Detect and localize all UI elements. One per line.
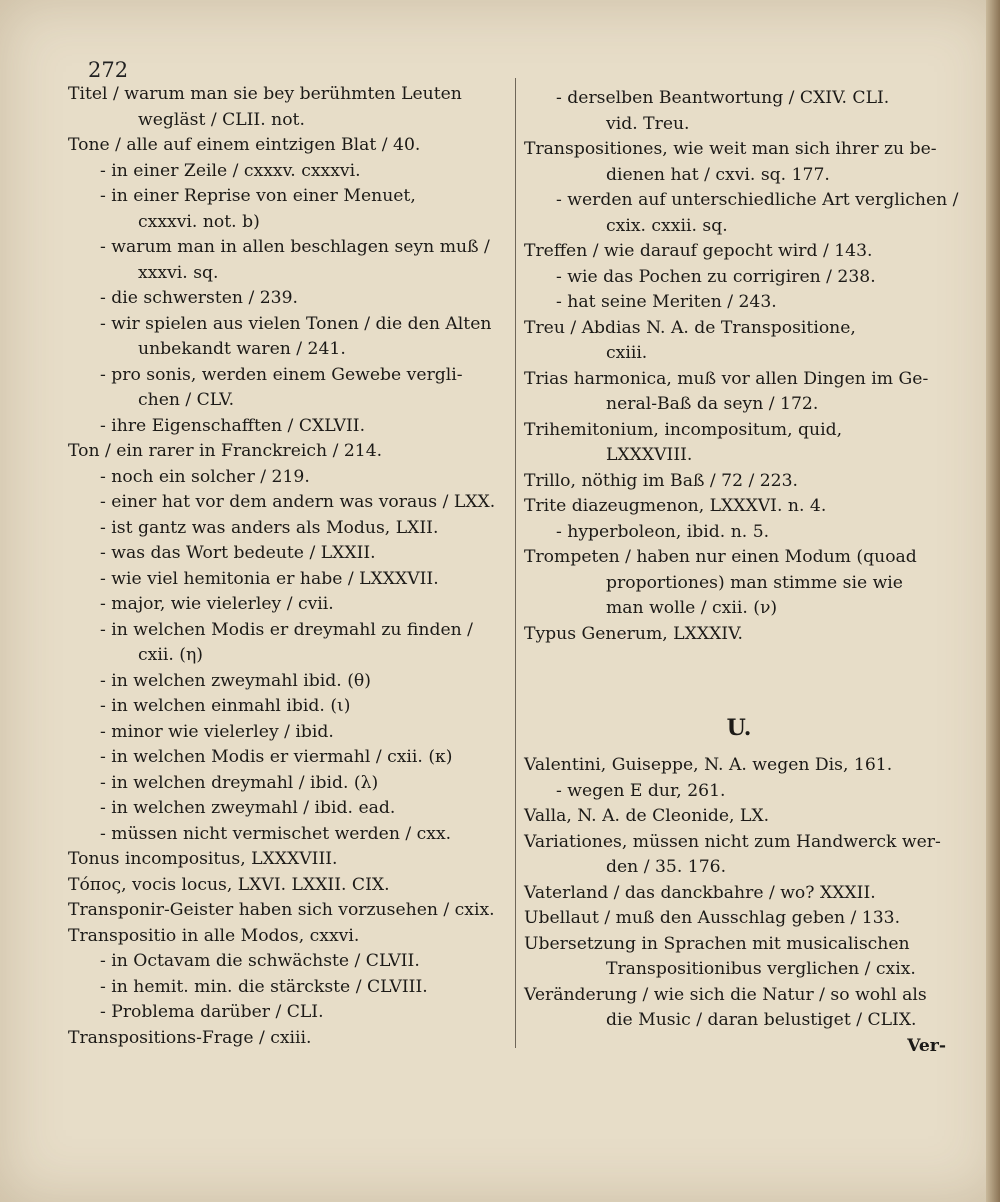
index-entry: - in hemit. min. die stärckste / CLVIII. <box>100 976 428 997</box>
index-entry: cxiii. <box>606 343 648 363</box>
index-entry: - derselben Beantwortung / CXIV. CLI. <box>556 88 890 108</box>
index-entry: unbekandt waren / 241. <box>138 339 346 359</box>
index-entry: Variationes, müssen nicht zum Handwerck wer- <box>524 831 941 852</box>
index-entry: - die schwersten / 239. <box>100 288 298 308</box>
index-entry: xxxvi. sq. <box>138 262 219 283</box>
index-entry: Treffen / wie darauf gepocht wird / 143. <box>524 241 873 261</box>
index-entry: - major, wie vielerley / cvii. <box>100 594 334 614</box>
index-entry: Ton / ein rarer in Franckreich / 214. <box>68 441 383 461</box>
index-entry: den / 35. 176. <box>606 857 727 877</box>
index-entry: - hyperboleon, ibid. n. 5. <box>556 521 770 542</box>
index-entry: - in welchen einmahl ibid. (ι) <box>100 696 351 716</box>
index-entry: - noch ein solcher / 219. <box>100 466 310 487</box>
index-entry: Transpositio in alle Modos, cxxvi. <box>68 925 360 946</box>
index-entry: - was das Wort bedeute / LXXII. <box>100 543 376 563</box>
index-entry: - wie das Pochen zu corrigiren / 238. <box>556 266 876 287</box>
left-column <box>68 82 518 1051</box>
index-entry: neral-Baß da seyn / 172. <box>606 394 819 414</box>
index-entry: Trihemitonium, incompositum, quid, <box>524 419 843 440</box>
index-entry: - ihre Eigenschafften / CXLVII. <box>100 415 366 436</box>
index-entry: - in welchen zweymahl ibid. (θ) <box>100 670 371 691</box>
index-entry: wegläst / CLII. not. <box>138 109 305 130</box>
index-entry: Trillo, nöthig im Baß / 72 / 223. <box>524 470 798 491</box>
index-entry: - warum man in allen beschlagen seyn muß / <box>100 237 490 257</box>
index-entry: - einer hat vor dem andern was voraus / LXX. <box>100 492 496 512</box>
index-entry: - wir spielen aus vielen Tonen / die den Alten <box>100 313 492 334</box>
index-entry: - in Octavam die schwächste / CLVII. <box>100 951 420 971</box>
page-number: 272 <box>88 58 129 82</box>
index-entry: Valentini, Guiseppe, N. A. wegen Dis, 161. <box>524 755 893 775</box>
index-entry: vid. Treu. <box>606 113 690 134</box>
index-entry: die Music / daran belustiget / CLIX. <box>606 1010 917 1030</box>
index-entry: - in welchen dreymahl / ibid. (λ) <box>100 772 379 793</box>
index-entry: Tone / alle auf einem eintzigen Blat / 40. <box>68 135 421 155</box>
index-entry: Trompeten / haben nur einen Modum (quoad <box>524 547 917 567</box>
index-entry: chen / CLV. <box>138 390 235 410</box>
index-entry: dienen hat / cxvi. sq. 177. <box>606 164 830 185</box>
index-entry: Transpositions-Frage / cxiii. <box>68 1027 312 1048</box>
index-entry: - minor wie vielerley / ibid. <box>100 721 334 742</box>
index-entry: - in einer Zeile / cxxxv. cxxxvi. <box>100 160 361 181</box>
right-column <box>524 86 959 1056</box>
index-entry: Transponir-Geister haben sich vorzusehen / cxix. <box>68 900 495 920</box>
index-entry: - wegen E dur, 261. <box>556 780 726 801</box>
index-entry: Ubersetzung in Sprachen mit musicalischen <box>524 933 910 954</box>
section-letter: U. <box>726 715 752 741</box>
page-edge <box>986 0 1000 1202</box>
index-entry: - in einer Reprise von einer Menuet, <box>100 186 416 206</box>
index-entry: Titel / warum man sie bey berühmten Leuten <box>68 84 462 104</box>
index-entry: cxxxvi. not. b) <box>138 211 260 232</box>
index-entry: Trite diazeugmenon, LXXXVI. n. 4. <box>524 496 827 516</box>
index-entry: - müssen nicht vermischet werden / cxx. <box>100 823 452 844</box>
index-entry: Τόπος, vocis locus, LXVI. LXXII. CIX. <box>68 874 390 895</box>
index-entry: - wie viel hemitonia er habe / LXXXVII. <box>100 568 439 589</box>
index-entry: - werden auf unterschiedliche Art verglichen / <box>556 190 959 210</box>
index-entry: - Problema darüber / CLI. <box>100 1002 324 1022</box>
index-entry: man wolle / cxii. (ν) <box>606 598 778 618</box>
index-entry: Vaterland / das danckbahre / wo? XXXII. <box>524 882 876 903</box>
index-entry: - pro sonis, werden einem Gewebe vergli- <box>100 364 463 385</box>
index-entry: Transpositionibus verglichen / cxix. <box>606 959 916 979</box>
index-entry: Tonus incompositus, LXXXVIII. <box>68 849 338 869</box>
index-entry: Typus Generum, LXXXIV. <box>524 623 743 644</box>
catchword: Ver- <box>907 1035 946 1056</box>
index-entry: - hat seine Meriten / 243. <box>556 292 777 312</box>
index-entry: - ist gantz was anders als Modus, LXII. <box>100 517 439 538</box>
index-entry: - in welchen Modis er viermahl / cxii. (κ) <box>100 747 453 767</box>
index-entry: Treu / Abdias N. A. de Transpositione, <box>524 317 856 338</box>
index-entry: cxii. (η) <box>138 645 203 665</box>
index-entry: LXXXVIII. <box>606 445 693 465</box>
index-entry: Valla, N. A. de Cleonide, LX. <box>524 806 770 826</box>
index-entry: Veränderung / wie sich die Natur / so wohl als <box>524 984 927 1005</box>
index-entry: - in welchen Modis er dreymahl zu finden / <box>100 619 473 640</box>
index-entry: Ubellaut / muß den Ausschlag geben / 133. <box>524 908 901 928</box>
index-entry: Transpositiones, wie weit man sich ihrer zu be- <box>524 139 937 159</box>
index-entry: - in welchen zweymahl / ibid. ead. <box>100 798 396 818</box>
index-entry: Trias harmonica, muß vor allen Dingen im Ge- <box>524 368 929 389</box>
index-entry: cxix. cxxii. sq. <box>606 215 728 236</box>
index-entry: proportiones) man stimme sie wie <box>606 572 903 593</box>
